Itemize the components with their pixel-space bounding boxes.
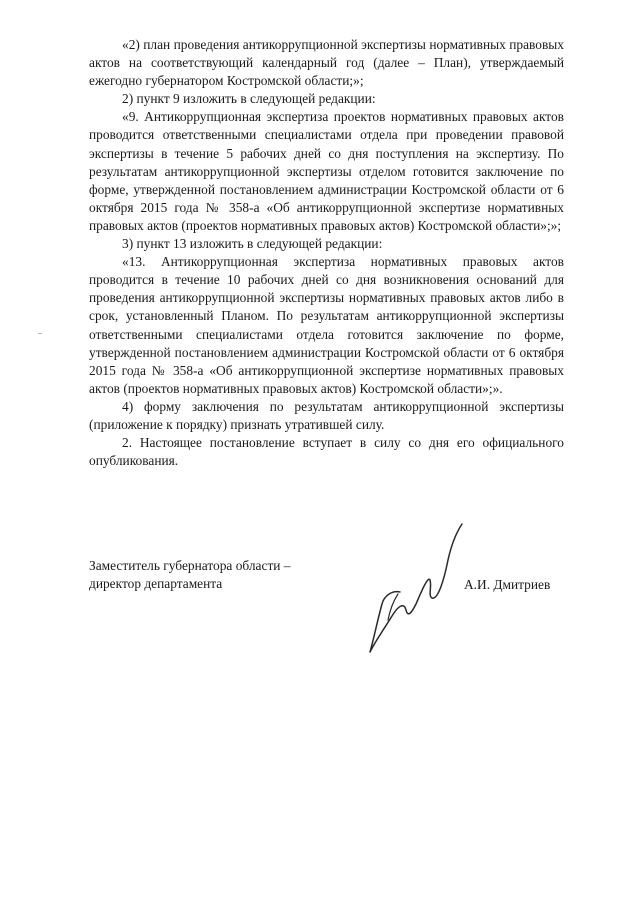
paragraph-item-4: 4) форму заключения по результатам антикоррупционной экспертизы (приложение к порядку) признать утратившей силу. xyxy=(89,398,564,432)
document-body xyxy=(89,36,564,470)
signatory-position xyxy=(89,557,291,593)
signatory-position-line-1: Заместитель губернатора области – xyxy=(89,558,291,573)
paragraph-plan-definition: «2) план проведения антикоррупционной экспертизы нормативных правовых актов на соответствующий календарный год (далее – План), утверждаемый ежегодно губернатором Костромской области;»; xyxy=(89,37,564,89)
scan-speck xyxy=(38,333,42,334)
signatory-name: А.И. Дмитриев xyxy=(464,577,551,592)
paragraph-effective-date: 2. Настоящее постановление вступает в силу со дня его официального опубликования. xyxy=(89,435,564,469)
paragraph-item-3-intro: 3) пункт 13 изложить в следующей редакции: xyxy=(122,236,383,252)
handwritten-signature xyxy=(350,520,470,670)
paragraph-item-2-intro: 2) пункт 9 изложить в следующей редакции: xyxy=(122,91,376,107)
signatory-position-line-2: директор департамента xyxy=(89,576,223,592)
paragraph-clause-13: «13. Антикоррупционная экспертиза нормативных правовых актов проводится в течение 10 рабочих дней со дня возникновения оснований для проведения антикоррупционной экспертизы нормативных правовых актов либо в срок, установленный Планом. По результатам антикоррупционной экспертизы ответственными специалистами отдела готовится заключение по форме, утвержденной постановлением администрации Костромской области от 6 октября 2015 года № 358-а «Об антикоррупционной экспертизе нормативных правовых актов (проектов нормативных правовых актов) Костромской области»;». xyxy=(89,254,564,396)
paragraph-clause-9: «9. Антикоррупционная экспертиза проектов нормативных правовых актов проводится ответственными специалистами отдела при проведении правовой экспертизы в течение 5 рабочих дней со дня поступления на экспертизу. По результатам антикоррупционной экспертизы отделом готовится заключение по форме, утвержденной постановлением администрации Костромской области от 6 октября 2015 года № 358-а «Об антикоррупционной экспертизе нормативных правовых актов (проектов нормативных правовых актов) Костромской области»;»; xyxy=(89,109,564,233)
